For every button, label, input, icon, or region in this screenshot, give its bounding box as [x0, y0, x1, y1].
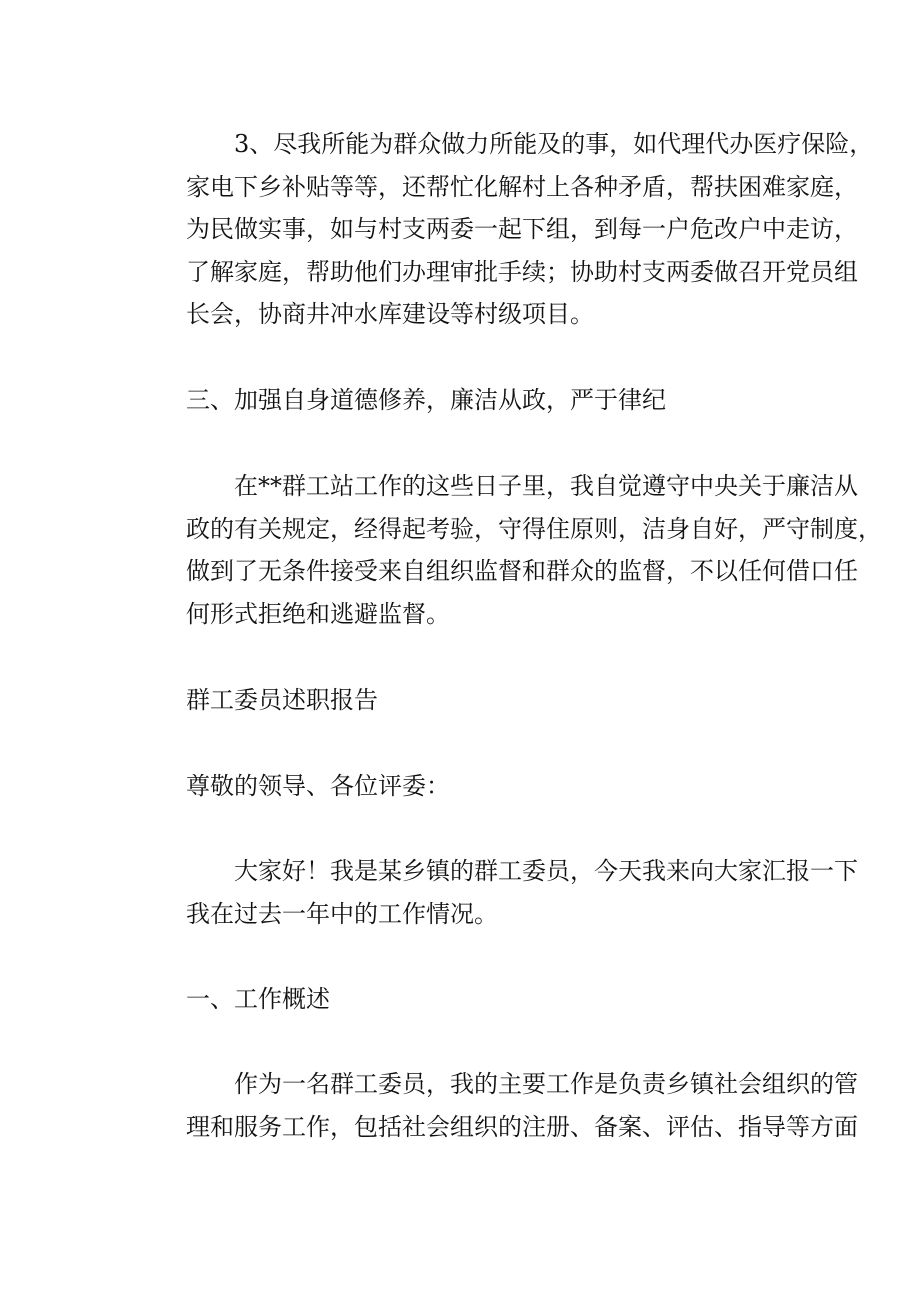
- paragraph-line: 了解家庭，帮助他们办理审批手续；协助村支两委做召开党员组: [186, 257, 858, 286]
- paragraph-service-work: [138, 123, 874, 336]
- paragraph-line: 3、尽我所能为群众做力所能及的事，如代理代办医疗保险，: [234, 130, 874, 158]
- paragraph-line: 大家好！我是某乡镇的群工委员，今天我来向大家汇报一下: [234, 857, 858, 885]
- paragraph-greeting: [138, 850, 858, 935]
- paragraph-line: 政的有关规定，经得起考验，守得住原则，洁身自好，严守制度，: [186, 514, 882, 543]
- section-heading-integrity: 三、加强自身道德修养，廉洁从政，严于律纪: [186, 386, 666, 414]
- paragraph-line: 作为一名群工委员，我的主要工作是负责乡镇社会组织的管: [234, 1070, 858, 1098]
- salutation: 尊敬的领导、各位评委：: [186, 772, 450, 800]
- paragraph-line: 理和服务工作，包括社会组织的注册、备案、评估、指导等方面: [186, 1112, 858, 1141]
- paragraph-line: 为民做实事，如与村支两委一起下组，到每一户危改户中走访，: [186, 215, 858, 243]
- paragraph-line: 家电下乡补贴等等，还帮忙化解村上各种矛盾，帮扶困难家庭，: [186, 172, 858, 201]
- paragraph-integrity: [138, 465, 882, 635]
- paragraph-overview: [138, 1063, 858, 1148]
- paragraph-line: 何形式拒绝和逃避监督。: [186, 599, 450, 628]
- paragraph-line: 在**群工站工作的这些日子里，我自觉遵守中央关于廉洁从: [234, 472, 858, 500]
- section-heading-overview: 一、工作概述: [186, 985, 330, 1013]
- paragraph-line: 做到了无条件接受来自组织监督和群众的监督，不以任何借口任: [186, 557, 858, 585]
- report-title: 群工委员述职报告: [186, 686, 378, 714]
- paragraph-line: 我在过去一年中的工作情况。: [186, 899, 498, 928]
- paragraph-line: 长会，协商井冲水库建设等村级项目。: [186, 300, 594, 328]
